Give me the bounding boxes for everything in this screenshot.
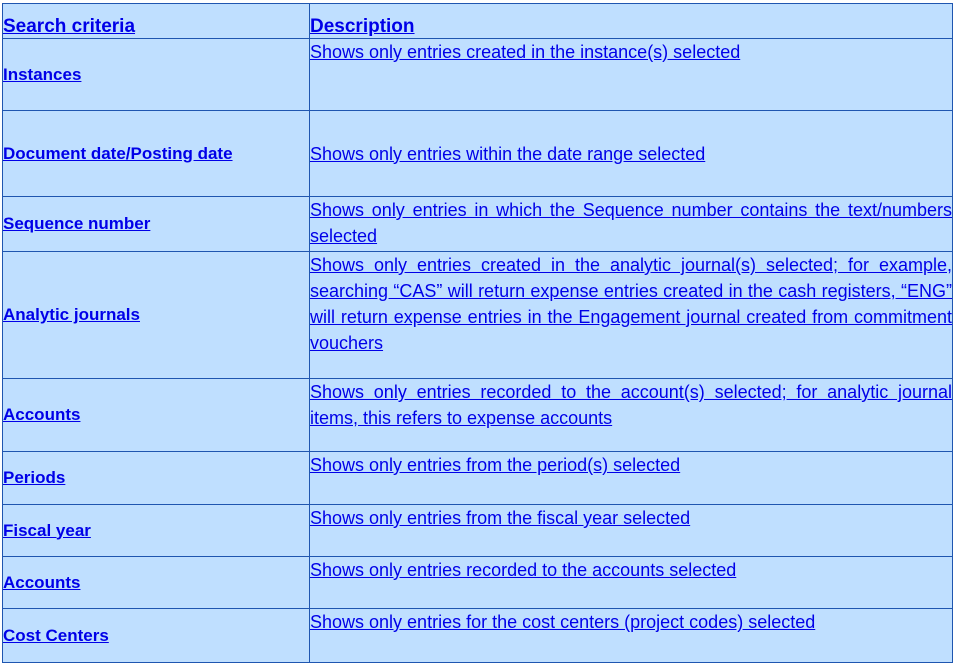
description-cell: Shows only entries created in the analytic journal(s) selected; for example, searching “CAS” will return expense entries created in the cash registers, “ENG” will return expense entries in the Engagement journal created from commitment vouchers [310, 252, 953, 379]
criteria-cell-accounts-2: Accounts [3, 557, 310, 609]
table-row [3, 252, 953, 379]
criteria-cell-cost-centers: Cost Centers [3, 609, 310, 663]
table-row [3, 505, 953, 557]
description-cell: Shows only entries from the fiscal year selected [310, 505, 953, 557]
table-row [3, 379, 953, 452]
table-row [3, 557, 953, 609]
description-cell: Shows only entries recorded to the accounts selected [310, 557, 953, 609]
header-description: Description [310, 4, 953, 39]
criteria-cell-document-date: Document date/Posting date [3, 111, 310, 197]
description-cell: Shows only entries for the cost centers (project codes) selected [310, 609, 953, 663]
description-cell: Shows only entries in which the Sequence number contains the text/numbers selected [310, 197, 953, 252]
table-row [3, 452, 953, 505]
criteria-cell-instances: Instances [3, 39, 310, 111]
criteria-cell-accounts: Accounts [3, 379, 310, 452]
criteria-cell-sequence-number: Sequence number [3, 197, 310, 252]
description-cell: Shows only entries within the date range selected [310, 111, 953, 197]
header-search-criteria: Search criteria [3, 4, 310, 39]
description-cell: Shows only entries from the period(s) selected [310, 452, 953, 505]
table-row [3, 197, 953, 252]
search-criteria-table [2, 3, 953, 663]
description-cell: Shows only entries recorded to the account(s) selected; for analytic journal items, this refers to expense accounts [310, 379, 953, 452]
table-row [3, 111, 953, 197]
description-cell: Shows only entries created in the instance(s) selected [310, 39, 953, 111]
table-header-row [3, 4, 953, 39]
criteria-cell-analytic-journals: Analytic journals [3, 252, 310, 379]
table-row [3, 39, 953, 111]
table-row [3, 609, 953, 663]
criteria-cell-fiscal-year: Fiscal year [3, 505, 310, 557]
criteria-cell-periods: Periods [3, 452, 310, 505]
